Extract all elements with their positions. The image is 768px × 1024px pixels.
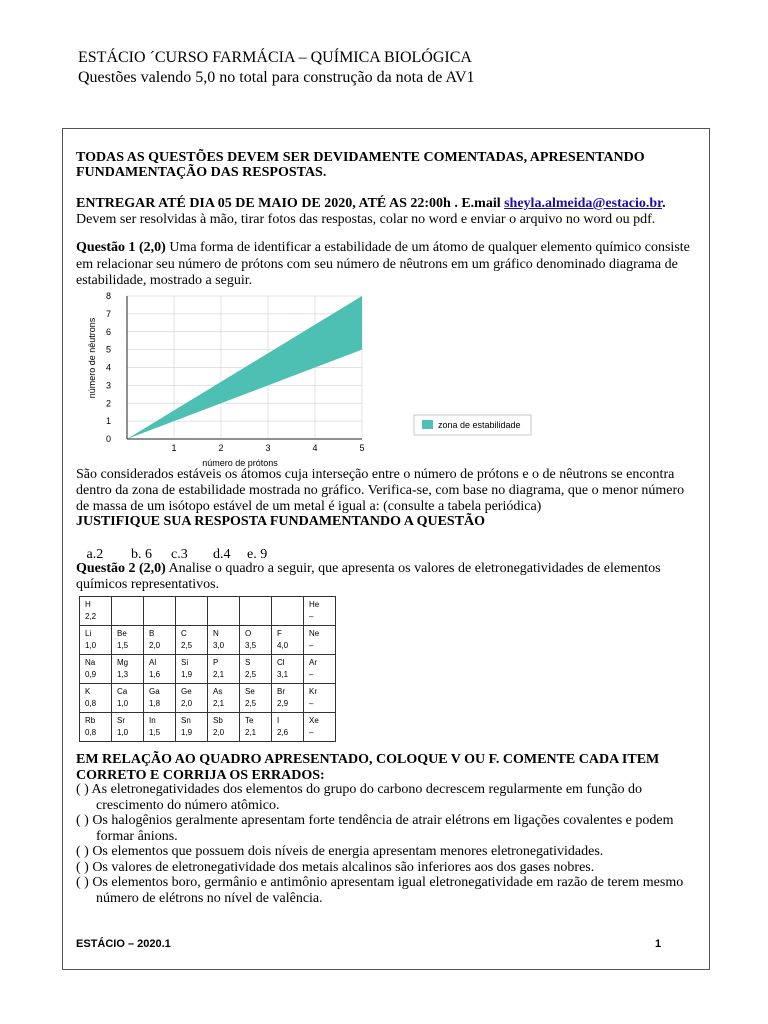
element-value: 1,5 xyxy=(149,728,161,737)
option-c: c.3 xyxy=(171,546,188,562)
q2-intro-text: Analise o quadro a seguir, que apresenta os valores de eletronegatividades de elementos xyxy=(165,561,661,576)
table-cell xyxy=(240,626,272,655)
table-row xyxy=(80,655,336,684)
table-cell xyxy=(240,597,272,626)
email-link[interactable]: sheyla.almeida@estacio.br xyxy=(504,196,663,211)
deadline-text: ENTREGAR ATÉ DIA 05 DE MAIO DE 2020, ATÉ AS 22:00h . E.mail xyxy=(76,196,505,211)
table-cell xyxy=(208,684,240,713)
table-cell xyxy=(112,684,144,713)
element-symbol: Li xyxy=(85,629,92,638)
table-cell xyxy=(112,626,144,655)
table-row xyxy=(80,713,336,742)
element-symbol: Be xyxy=(117,629,127,638)
list-item xyxy=(76,860,716,876)
q1-intro-text: Uma forma de identificar a estabilidade de um átomo de qualquer elemento químico consiste xyxy=(165,240,690,255)
table-cell xyxy=(144,684,176,713)
q1-intro-line-1 xyxy=(76,240,693,256)
element-value: – xyxy=(309,699,314,708)
element-value: 2,1 xyxy=(245,728,257,737)
element-value: – xyxy=(309,612,314,621)
y-tick-label: 8 xyxy=(105,291,111,301)
element-value: 2,1 xyxy=(213,699,225,708)
table-cell xyxy=(80,684,112,713)
x-axis-label: número de prótons xyxy=(202,458,278,468)
element-value: – xyxy=(309,641,314,650)
table-cell xyxy=(176,713,208,742)
y-tick-label: 4 xyxy=(105,362,111,373)
y-tick-label: 1 xyxy=(105,416,111,427)
item-1-line-2: crescimento do número atômico. xyxy=(96,797,280,813)
element-symbol: Na xyxy=(85,658,96,667)
element-value: 0,9 xyxy=(85,670,97,679)
element-symbol: N xyxy=(213,629,219,638)
element-symbol: Si xyxy=(181,658,189,667)
table-cell xyxy=(272,713,304,742)
list-item xyxy=(76,844,716,860)
element-value: 3,1 xyxy=(277,670,289,679)
element-value: – xyxy=(309,670,314,679)
document-header xyxy=(78,48,475,88)
electronegativity-table xyxy=(79,596,336,742)
option-a: a.2 xyxy=(83,546,104,562)
q1-body-line-3: de massa de um isótopo estável de um metal é igual a: (consulte a tabela periódica) xyxy=(76,499,542,514)
element-value: 4,0 xyxy=(277,641,289,650)
q2-heading-line-2: CORRETO E CORRIJA OS ERRADOS: xyxy=(76,768,325,783)
element-value: 2,5 xyxy=(245,670,257,679)
element-value: 2,1 xyxy=(213,670,225,679)
q1-body-line-1: São considerados estáveis os átomos cuja interseção entre o número de prótons e o de nêutrons se encontra xyxy=(76,467,675,482)
element-symbol: K xyxy=(85,687,91,696)
element-value: 2,5 xyxy=(245,699,257,708)
footer-label: ESTÁCIO – 2020.1 xyxy=(76,938,171,950)
table-cell xyxy=(272,684,304,713)
element-value: 3,0 xyxy=(213,641,225,650)
option-d: d.4 xyxy=(213,546,231,562)
element-symbol: Rb xyxy=(85,716,96,725)
electronegativity-table-wrap xyxy=(79,596,336,742)
element-value: 2,2 xyxy=(85,612,97,621)
table-row xyxy=(80,684,336,713)
legend-swatch xyxy=(422,420,433,429)
table-cell xyxy=(240,713,272,742)
element-value: – xyxy=(309,728,314,737)
table-cell xyxy=(112,597,144,626)
stability-chart xyxy=(85,288,545,473)
table-cell xyxy=(80,655,112,684)
element-value: 1,5 xyxy=(117,641,129,650)
element-value: 1,8 xyxy=(149,699,161,708)
q1-title: Questão 1 (2,0) xyxy=(76,240,166,255)
list-item xyxy=(76,875,716,906)
deadline-period: . xyxy=(662,196,666,211)
element-value: 1,9 xyxy=(181,728,193,737)
element-symbol: Br xyxy=(277,687,285,696)
notice-line-2: FUNDAMENTAÇÃO DAS RESPOSTAS. xyxy=(76,165,327,180)
element-symbol: Se xyxy=(245,687,255,696)
element-symbol: Ge xyxy=(181,687,192,696)
x-tick-label: 5 xyxy=(359,443,365,453)
q1-intro-line-2: em relacionar seu número de prótons com seu número de nêutrons em um gráfico denominado diagrama de xyxy=(76,257,678,272)
legend-label: zona de estabilidade xyxy=(438,420,521,430)
element-value: 1,0 xyxy=(117,728,129,737)
item-2-line-2: formar ânions. xyxy=(96,828,178,844)
table-cell xyxy=(304,655,336,684)
element-symbol: Sn xyxy=(181,716,191,725)
table-cell xyxy=(240,655,272,684)
item-5-line-1: ( ) Os elementos boro, germânio e antimônio apresentam igual eletronegatividade em razão de terem mesmo xyxy=(76,875,684,890)
element-value: 3,5 xyxy=(245,641,257,650)
element-symbol: Ar xyxy=(309,658,317,667)
element-symbol: Kr xyxy=(309,687,317,696)
table-cell xyxy=(304,713,336,742)
table-cell xyxy=(208,626,240,655)
table-cell xyxy=(112,655,144,684)
option-e: e. 9 xyxy=(247,546,268,562)
table-cell xyxy=(80,597,112,626)
table-cell xyxy=(176,626,208,655)
item-4-line-1: ( ) Os valores de eletronegatividade dos metais alcalinos são inferiores aos dos gases nobres. xyxy=(76,859,595,875)
origin-label: 0 xyxy=(105,434,111,444)
element-value: 2,6 xyxy=(277,728,289,737)
y-tick-label: 5 xyxy=(105,344,111,355)
element-value: 1,9 xyxy=(181,670,193,679)
page-number: 1 xyxy=(655,938,662,950)
list-item xyxy=(76,782,716,813)
element-value: 1,6 xyxy=(149,670,161,679)
element-symbol: Sr xyxy=(117,716,125,725)
x-tick-label: 3 xyxy=(265,443,271,453)
table-cell xyxy=(144,713,176,742)
table-cell xyxy=(144,626,176,655)
q2-intro-line-1 xyxy=(76,561,693,577)
instructions-text: Devem ser resolvidas à mão, tirar fotos das respostas, colar no word e enviar o arquivo no word ou pdf. xyxy=(76,212,656,227)
table-cell xyxy=(272,626,304,655)
table-cell xyxy=(176,684,208,713)
element-symbol: B xyxy=(149,629,155,638)
element-symbol: Ga xyxy=(149,687,160,696)
chart-legend xyxy=(414,415,531,435)
q1-intro-line-3: estabilidade, mostrado a seguir. xyxy=(76,273,253,288)
table-cell xyxy=(208,655,240,684)
element-symbol: Sb xyxy=(213,716,223,725)
y-tick-label: 6 xyxy=(105,326,111,337)
q2-title: Questão 2 (2,0) xyxy=(76,561,166,576)
table-cell xyxy=(304,626,336,655)
element-symbol: Mg xyxy=(117,658,129,667)
item-5-line-2: número de elétrons no nível de valência. xyxy=(96,890,323,906)
q2-heading-line-1: EM RELAÇÃO AO QUADRO APRESENTADO, COLOQUE V OU F. COMENTE CADA ITEM xyxy=(76,752,660,767)
element-value: 2,0 xyxy=(213,728,225,737)
table-cell xyxy=(304,597,336,626)
element-value: 1,0 xyxy=(85,641,97,650)
element-symbol: Ca xyxy=(117,687,128,696)
element-value: 2,9 xyxy=(277,699,289,708)
element-value: 0,8 xyxy=(85,699,97,708)
header-title: ESTÁCIO ´CURSO FARMÁCIA – QUÍMICA BIOLÓGICA xyxy=(78,49,472,66)
element-value: 2,0 xyxy=(181,699,193,708)
element-symbol: H xyxy=(85,600,91,609)
y-tick-label: 7 xyxy=(105,308,111,319)
q1-options xyxy=(76,531,376,562)
table-cell xyxy=(304,684,336,713)
table-cell xyxy=(112,713,144,742)
element-value: 1,3 xyxy=(117,670,129,679)
table-cell xyxy=(272,655,304,684)
table-cell xyxy=(144,655,176,684)
option-b: b. 6 xyxy=(131,546,152,562)
table-cell xyxy=(176,597,208,626)
notice-line-1: TODAS AS QUESTÕES DEVEM SER DEVIDAMENTE COMENTADAS, APRESENTANDO xyxy=(76,150,645,165)
element-symbol: O xyxy=(245,629,252,638)
element-value: 0,8 xyxy=(85,728,97,737)
q1-body-line-2: dentro da zona de estabilidade mostrada no gráfico. Verifica-se, com base no diagrama, que o menor número xyxy=(76,483,685,498)
element-symbol: Al xyxy=(149,658,157,667)
element-symbol: I xyxy=(277,716,280,725)
table-cell xyxy=(208,597,240,626)
x-tick-label: 4 xyxy=(312,443,318,453)
element-value: 2,5 xyxy=(181,641,193,650)
element-symbol: Ne xyxy=(309,629,320,638)
element-symbol: Xe xyxy=(309,716,319,725)
item-1-line-1: ( ) As eletronegatividades dos elementos do grupo do carbono decrescem regularmente em função do xyxy=(76,782,643,797)
table-cell xyxy=(80,626,112,655)
table-cell xyxy=(144,597,176,626)
element-symbol: As xyxy=(213,687,223,696)
table-cell xyxy=(208,713,240,742)
table-cell xyxy=(240,684,272,713)
x-tick-label: 1 xyxy=(171,443,177,453)
table-cell xyxy=(80,713,112,742)
x-tick-label: 2 xyxy=(218,443,224,453)
element-symbol: F xyxy=(277,629,282,638)
element-value: 1,0 xyxy=(117,699,129,708)
table-row xyxy=(80,597,336,626)
y-axis-label: número de nêutrons xyxy=(87,317,97,399)
header-subtitle: Questões valendo 5,0 no total para construção da nota de AV1 xyxy=(78,69,475,86)
element-symbol: Te xyxy=(245,716,254,725)
element-symbol: C xyxy=(181,629,187,638)
table-cell xyxy=(272,597,304,626)
q2-intro-line-2: químicos representativos. xyxy=(76,577,220,592)
element-value: 2,0 xyxy=(149,641,161,650)
y-tick-label: 2 xyxy=(105,398,111,409)
q2-items xyxy=(76,782,716,906)
table-cell xyxy=(176,655,208,684)
deadline-line xyxy=(76,196,716,212)
list-item xyxy=(76,813,716,844)
item-3-line-1: ( ) Os elementos que possuem dois níveis de energia apresentam menores eletronegatividades. xyxy=(76,844,604,859)
element-symbol: He xyxy=(309,600,320,609)
element-symbol: Cl xyxy=(277,658,285,667)
element-symbol: In xyxy=(149,716,156,725)
table-row xyxy=(80,626,336,655)
item-2-line-1: ( ) Os halogênios geralmente apresentam forte tendência de atrair elétrons em ligações covalentes e podem xyxy=(76,813,674,828)
y-tick-label: 3 xyxy=(105,380,111,391)
element-symbol: S xyxy=(245,658,251,667)
q1-justify-heading: JUSTIFIQUE SUA RESPOSTA FUNDAMENTANDO A QUESTÃO xyxy=(76,514,486,529)
element-symbol: P xyxy=(213,658,219,667)
